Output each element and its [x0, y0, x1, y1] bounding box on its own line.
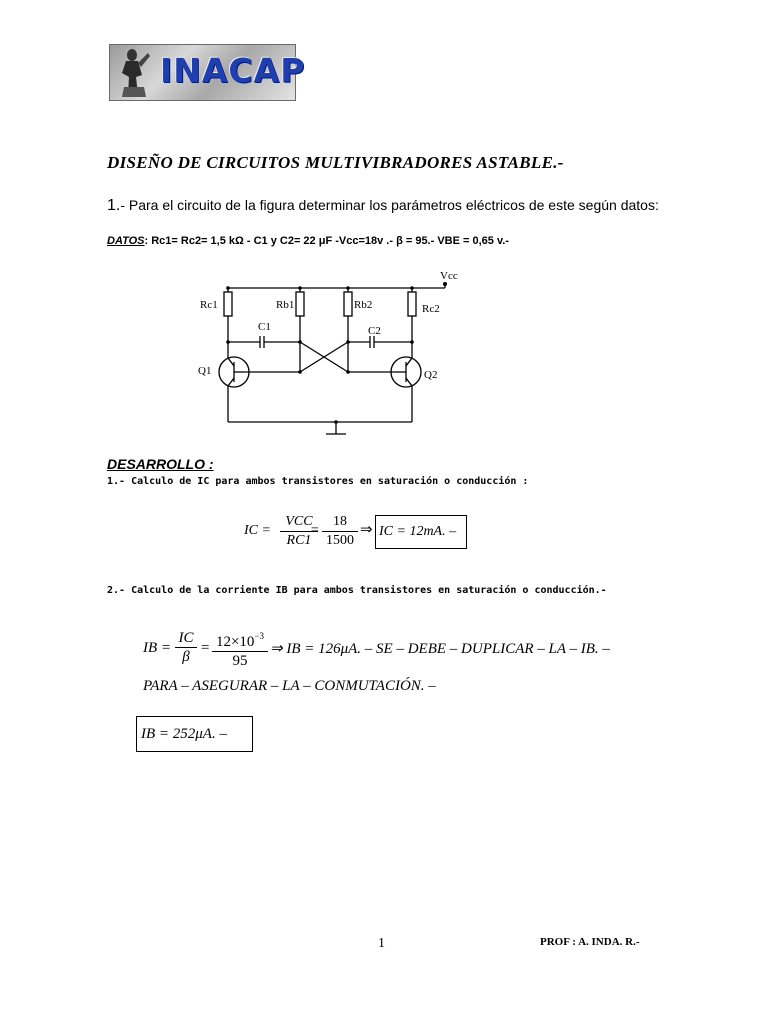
problem-statement [107, 196, 667, 215]
formula2-fraction-2 [212, 628, 268, 669]
document-title: DISEÑO DE CIRCUITOS MULTIVIBRADORES ASTABLE.- [107, 153, 564, 172]
c1-label: C1 [258, 321, 271, 333]
step-2-text: 2.- Calculo de la corriente IB para ambos transistores en saturación o conducción.- [107, 585, 607, 596]
formula1-equals: = [310, 523, 320, 538]
fraction-bar [322, 531, 358, 532]
c2-label: C2 [368, 325, 381, 337]
formula2-den1: β [182, 649, 190, 665]
fraction-bar [212, 651, 268, 652]
formula2-result-text: ⇒ IB = 126μA. – SE – DEBE – DUPLICAR – LA – IB. – [270, 641, 610, 657]
formula2-result-box: IB = 252μA. – [136, 716, 253, 752]
formula2-exponent: −3 [254, 631, 265, 641]
formula1-num2: 18 [333, 514, 347, 529]
astable-multivibrator-circuit [190, 262, 490, 447]
rc1-label: Rc1 [200, 299, 218, 311]
problem-number: 1. [107, 197, 121, 214]
formula1-den2: 1500 [326, 533, 354, 548]
q2-label: Q2 [424, 369, 438, 381]
implies-arrow: ⇒ [360, 522, 373, 538]
author-credit: PROF : A. INDA. R.- [540, 936, 640, 948]
q1-label: Q1 [198, 365, 212, 377]
formula2-fraction-1 [175, 630, 197, 665]
fraction-bar [175, 647, 197, 648]
formula1-lhs: IC = [244, 523, 271, 538]
formula2-line2: PARA – ASEGURAR – LA – CONMUTACIÓN. – [143, 678, 436, 694]
page-number: 1 [378, 936, 385, 951]
statue-figure-icon [114, 47, 154, 99]
formula2-equals: = [200, 640, 211, 656]
rb2-label: Rb2 [354, 299, 373, 311]
logo-text: INACAP [160, 51, 306, 90]
formula2-den2: 95 [232, 653, 248, 669]
formula1-fraction-2 [322, 514, 358, 549]
formula1-num1: VCC [285, 514, 313, 529]
datos-values: : Rc1= Rc2= 1,5 kΩ - C1 y C2= 22 μF -Vcc=18v .- β = 95.- VBE = 0,65 v.- [144, 235, 509, 247]
formula2-num2: 12×10 [215, 634, 255, 650]
rb1-label: Rb1 [276, 299, 295, 311]
vcc-label: Vcc [440, 270, 458, 282]
inacap-logo [109, 44, 306, 101]
formula1-result-box: IC = 12mA. – [375, 515, 467, 549]
rc2-label: Rc2 [422, 303, 440, 315]
formula2-lhs: IB = [143, 640, 172, 656]
problem-text: - Para el circuito de la figura determinar los parámetros eléctricos de este según datos: [120, 197, 659, 213]
formula2-num1: IC [178, 630, 194, 646]
datos-line [107, 235, 509, 247]
formula1-den1: RC1 [286, 533, 312, 548]
datos-label: DATOS [107, 235, 145, 247]
section-heading-desarrollo: DESARROLLO : [107, 456, 214, 472]
step-1-text: 1.- Calculo de IC para ambos transistores en saturación o conducción : [107, 476, 529, 487]
